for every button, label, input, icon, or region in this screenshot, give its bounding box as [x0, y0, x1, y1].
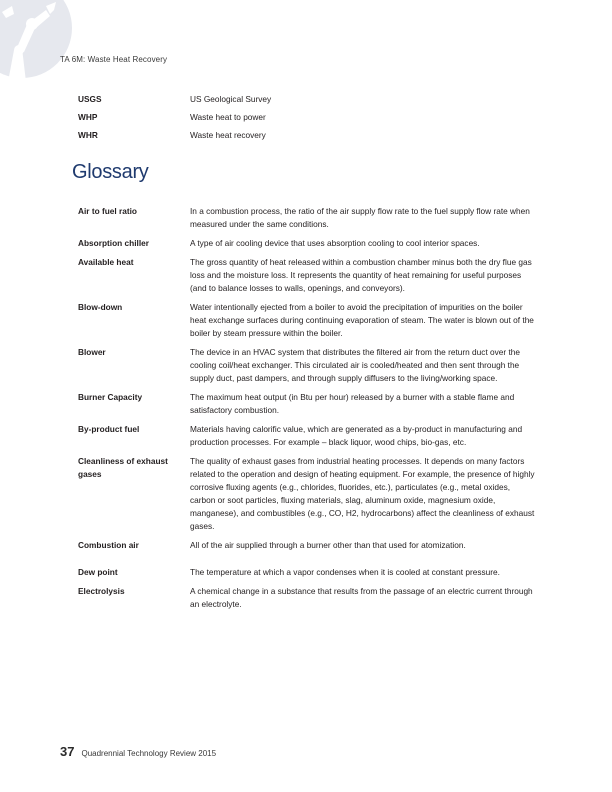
running-header: TA 6M: Waste Heat Recovery	[60, 55, 168, 64]
glossary-entry	[78, 423, 536, 449]
glossary-entry	[78, 391, 536, 417]
glossary-definition: The gross quantity of heat released within a combustion chamber minus both the dry flue gas loss and the moisture loss. It represents the quantity of heat remaining for useful purposes (and to balance losses to walls, openings, and conveyors).	[190, 257, 532, 293]
glossary-definition: All of the air supplied through a burner other than that used for atomization.	[190, 540, 466, 550]
glossary-entry	[78, 455, 536, 533]
glossary-entry	[78, 205, 536, 231]
glossary-definition: Materials having calorific value, which are generated as a by-product in manufacturing and production processes. For example – black liquor, wood chips, bio-gas, etc.	[190, 424, 523, 447]
glossary-definition: In a combustion process, the ratio of the air supply flow rate to the fuel supply flow rate when measured under the same conditions.	[190, 206, 530, 229]
footer-title: Quadrennial Technology Review 2015	[81, 749, 217, 758]
abbreviation-row	[78, 93, 538, 106]
abbreviation-definition: US Geological Survey	[190, 94, 272, 104]
glossary-term: Air to fuel ratio	[78, 206, 138, 216]
glossary-entry	[78, 566, 536, 579]
page-number: 37	[60, 744, 75, 759]
abbreviation-definition: Waste heat recovery	[190, 130, 266, 140]
abbreviation-term: WHP	[78, 112, 98, 122]
glossary-term: Absorption chiller	[78, 238, 149, 248]
glossary-definition: The temperature at which a vapor condenses when it is cooled at constant pressure.	[190, 567, 500, 577]
glossary-definition: Water intentionally ejected from a boiler to avoid the precipitation of impurities on the boiler heat exchange surfaces during continuing evaporation of steam. The water is blown out of the boiler by steam pressure within the boiler.	[190, 302, 534, 338]
glossary-term: Cleanliness of exhaust gases	[78, 456, 168, 479]
abbreviation-term: WHR	[78, 130, 98, 140]
glossary-entry	[78, 301, 536, 340]
glossary-definition: The device in an HVAC system that distributes the filtered air from the return duct over the cooling coil/heat exchanger. This circulated air is cooled/heated and then sent through the supply duct, past dampers, and through supply diffusers to the living/working space.	[190, 347, 521, 383]
page-footer	[60, 744, 216, 759]
abbreviation-definition: Waste heat to power	[190, 112, 266, 122]
glossary-list	[78, 205, 536, 617]
glossary-definition: A chemical change in a substance that results from the passage of an electric current through an electrolyte.	[190, 586, 533, 609]
glossary-term: Blower	[78, 347, 106, 357]
glossary-definition: The maximum heat output (in Btu per hour) released by a burner with a stable flame and satisfactory combustion.	[190, 392, 515, 415]
glossary-entry	[78, 256, 536, 295]
glossary-entry	[78, 539, 536, 552]
glossary-term: Burner Capacity	[78, 392, 143, 402]
glossary-entry	[78, 346, 536, 385]
glossary-entry	[78, 585, 536, 611]
abbreviation-term: USGS	[78, 94, 102, 104]
glossary-term: Available heat	[78, 257, 134, 267]
glossary-heading: Glossary	[72, 161, 149, 183]
glossary-term: Combustion air	[78, 540, 139, 550]
glossary-term: Dew point	[78, 567, 118, 577]
abbreviations-list	[78, 93, 538, 147]
glossary-term: By-product fuel	[78, 424, 140, 434]
glossary-definition: The quality of exhaust gases from industrial heating processes. It depends on many factors related to the operation and design of heating equipment. For example, the presence of highly corrosive fluxing agents (e.g., chlorides, fluorides, etc.), particulates (e.g., metal oxides, carbon or soot particles, fluxing materials, slag, aluminum oxide, magnesium oxide, manganese), and combustibles (e.g., CO, H2, hydrocarbons) affect the cleanliness of exhaust gases.	[190, 456, 535, 531]
robot-arm-logo	[0, 0, 74, 82]
glossary-term: Blow-down	[78, 302, 123, 312]
abbreviation-row	[78, 111, 538, 124]
glossary-definition: A type of air cooling device that uses absorption cooling to cool interior spaces.	[190, 238, 480, 248]
glossary-entry	[78, 237, 536, 250]
glossary-term: Electrolysis	[78, 586, 125, 596]
abbreviation-row	[78, 129, 538, 142]
